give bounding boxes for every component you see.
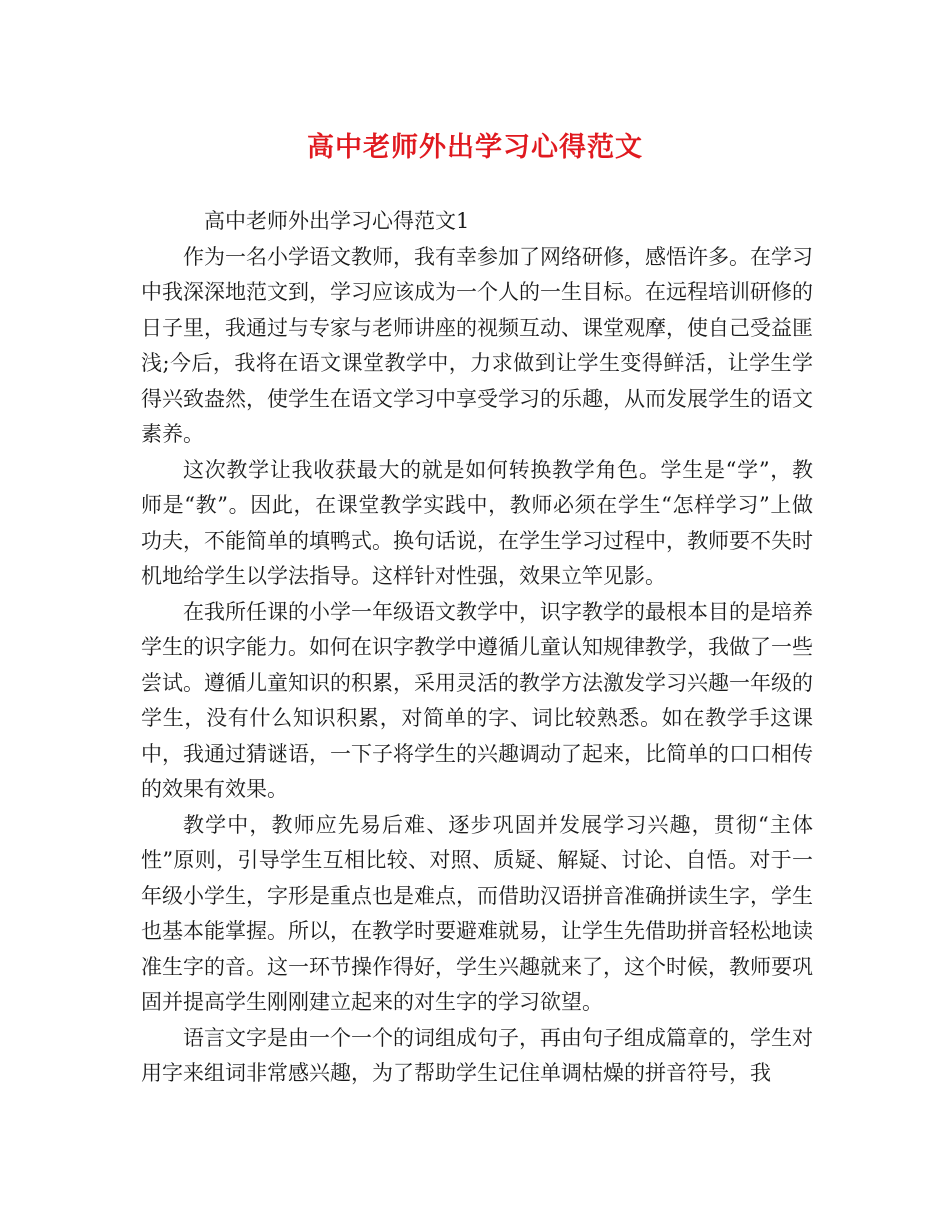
paragraph-5: 语言文字是由一个一个的词组成句子，再由句子组成篇章的，学生对用字来组词非常感兴趣，为了帮助学生记住单调枯燥的拼音符号，我 [141,1025,813,1085]
paragraph-4: 教学中，教师应先易后难、逐步巩固并发展学习兴趣，贯彻“主体性”原则，引导学生互相比较、对照、质疑、解疑、讨论、自悟。对于一年级小学生，字形是重点也是难点，而借助汉语拼音准确拼读生字，学生也基本能掌握。所以，在教学时要避难就易，让学生先借助拼音轻松地读准生字的音。这一环节操作得好，学生兴趣就来了，这个时候，教师要巩固并提高学生刚刚建立起来的对生字的学习欲望。 [141,812,813,1014]
paragraph-2: 这次教学让我收获最大的就是如何转换教学角色。学生是“学”，教师是“教”。因此，在课堂教学实践中，教师必须在学生“怎样学习”上做功夫，不能简单的填鸭式。换句话说，在学生学习过程中，教师要不失时机地给学生以学法指导。这样针对性强，效果立竿见影。 [141,457,813,588]
paragraph-3: 在我所任课的小学一年级语文教学中，识字教学的最根本目的是培养学生的识字能力。如何在识字教学中遵循儿童认知规律教学，我做了一些尝试。遵循儿童知识的积累，采用灵活的教学方法激发学习兴趣一年级的学生，没有什么知识积累，对简单的字、词比较熟悉。如在教学手这课中，我通过猜谜语，一下子将学生的兴趣调动了起来，比简单的口口相传的效果有效果。 [141,599,813,801]
page-title: 高中老师外出学习心得范文 [307,132,643,163]
section-subtitle: 高中老师外出学习心得范文1 [204,209,470,233]
document-body [141,204,813,1092]
paragraph-1: 作为一名小学语文教师，我有幸参加了网络研修，感悟许多。在学习中我深深地范文到，学习应该成为一个人的一生目标。在远程培训研修的日子里，我通过与专家与老师讲座的视频互动、课堂观摩，使自己受益匪浅;今后，我将在语文课堂教学中，力求做到让学生变得鲜活，让学生学得兴致盎然，使学生在语文学习中享受学习的乐趣，从而发展学生的语文素养。 [141,244,813,446]
